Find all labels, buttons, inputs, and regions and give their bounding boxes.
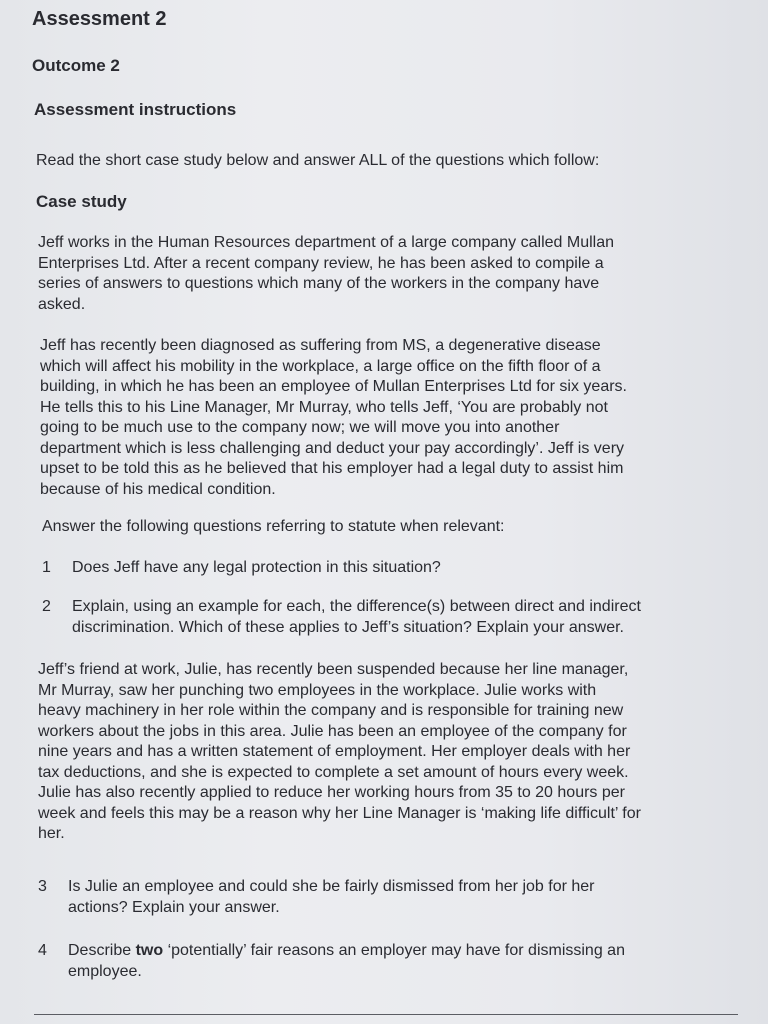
question-number: 3 (38, 878, 47, 895)
question-text-end: ‘potentially’ fair reasons an employer may have for dismissing an employee. (68, 942, 625, 980)
question-text-start: Describe (68, 942, 136, 959)
question-number: 4 (38, 942, 47, 959)
case-paragraph-1: Jeff works in the Human Resources department of a large company called Mullan Enterprises Ltd. After a recent company review, he has been asked to compile a series of answers to questions which many of the workers in the company have asked. (38, 234, 614, 313)
question-text: Does Jeff have any legal protection in this situation? (72, 559, 441, 576)
question-emphasis: two (135, 942, 164, 959)
question-text: Explain, using an example for each, the difference(s) between direct and indirect discrimination. Which of these applies to Jeff’s situation? Explain your answer. (72, 598, 641, 636)
outcome-heading: Outcome 2 (32, 56, 120, 75)
question-number: 1 (42, 559, 51, 576)
question-text (68, 941, 728, 982)
document-title: Assessment 2 (32, 8, 167, 30)
question-number: 2 (42, 598, 51, 615)
bottom-divider (34, 1014, 738, 1015)
question-text: Is Julie an employee and could she be fairly dismissed from her job for her actions? Explain your answer. (68, 878, 595, 916)
case-paragraph-3: Jeff’s friend at work, Julie, has recently been suspended because her line manager, Mr Murray, saw her punching two employees in the workplace. Julie works with heavy machinery in her role within the company and is responsible for training new workers about the jobs in this area. Julie has been an employee of the company for nine years and has a written statement of employment. Her employer deals with her tax deductions, and she is expected to complete a set amount of hours every week. Julie has also recently applied to reduce her working hours from 35 to 20 hours per week and feels this may be a reason why her Line Manager is ‘making life difficult’ for her. (38, 661, 641, 842)
instructions-intro: Read the short case study below and answer ALL of the questions which follow: (36, 152, 600, 169)
case-study-heading: Case study (36, 192, 127, 211)
instructions-heading: Assessment instructions (34, 100, 237, 119)
case-paragraph-2: Jeff has recently been diagnosed as suffering from MS, a degenerative disease which will affect his mobility in the workplace, a large office on the fifth floor of a building, in which he has been an employee of Mullan Enterprises Ltd for six years. He tells this to his Line Manager, Mr Murray, who tells Jeff, ‘You are probably not going to be much use to the company now; we will move you into another department which is less challenging and deduct your pay accordingly’. Jeff is very upset to be told this as he believed that his employer had a legal duty to assist him because of his medical condition. (40, 337, 627, 498)
answer-instructions: Answer the following questions referring to statute when relevant: (42, 518, 505, 535)
